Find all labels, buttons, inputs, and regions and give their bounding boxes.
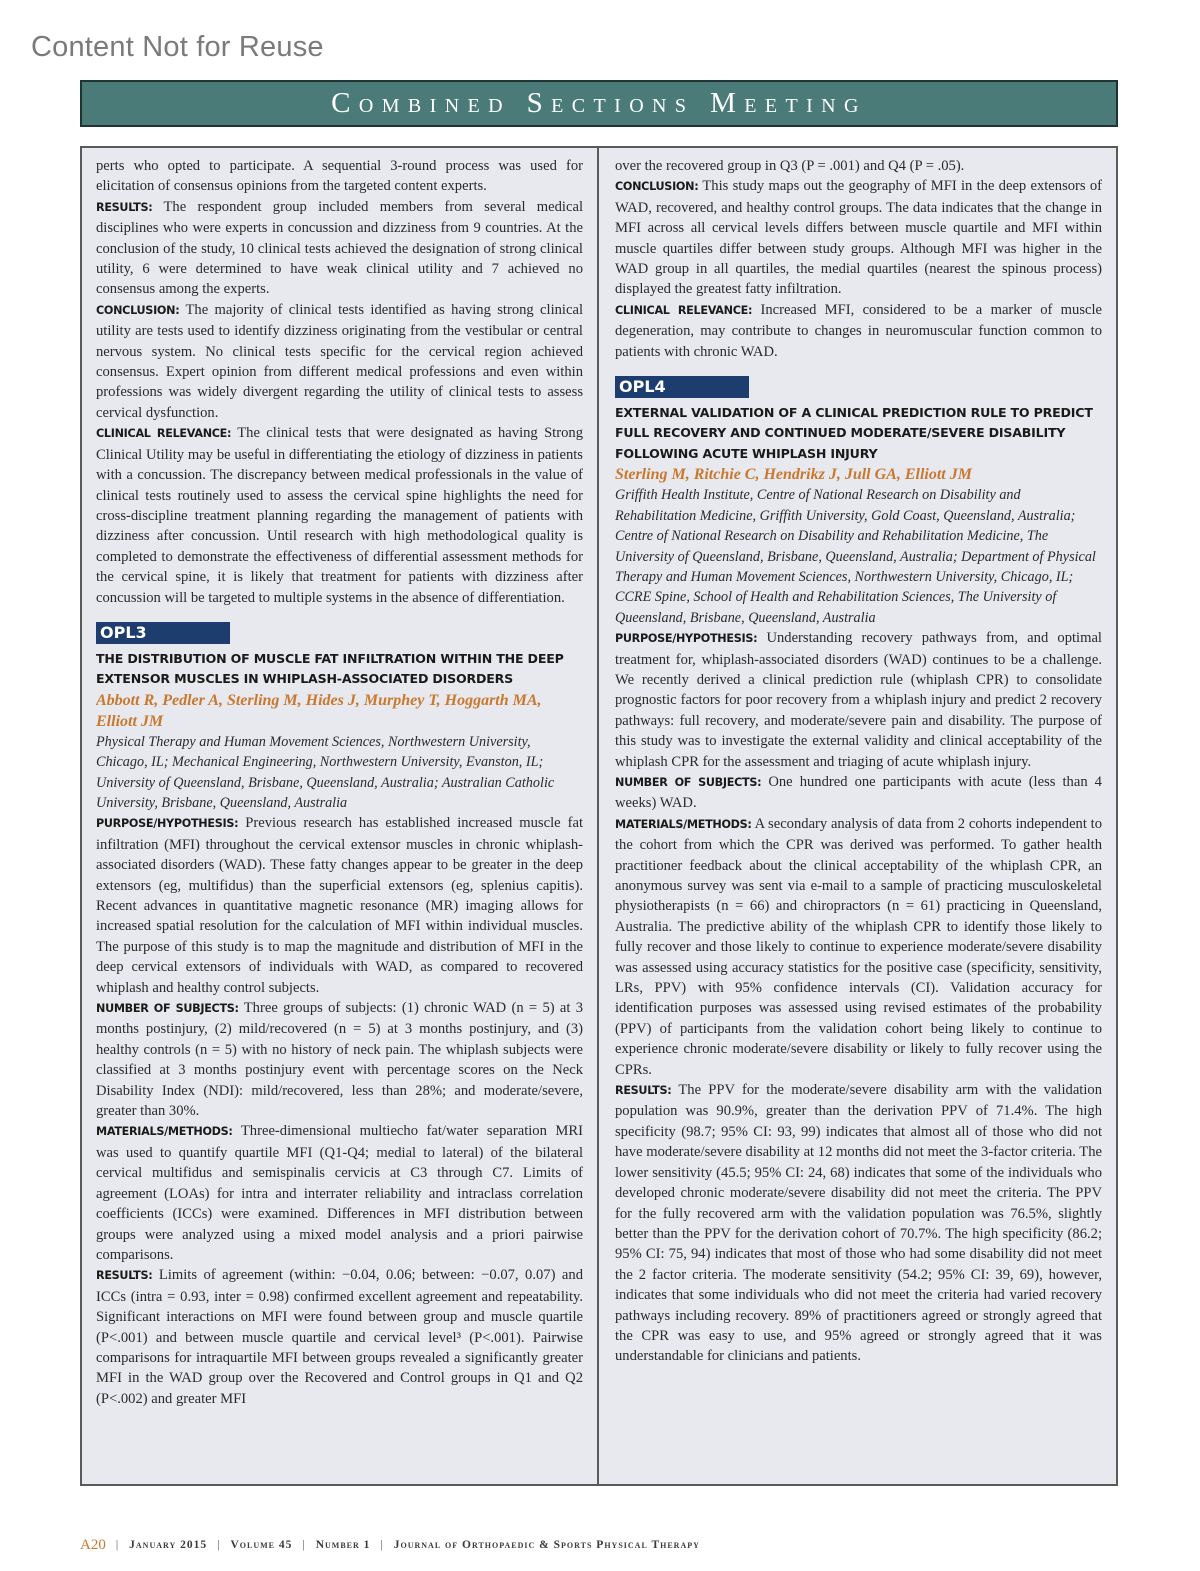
page-number: A20 — [80, 1536, 106, 1553]
column-divider — [597, 146, 599, 1486]
conclusion-paragraph: CONCLUSION: This study maps out the geography of MFI in the deep extensors of WAD, recovered, and healthy control groups. The data indicates that the change in MFI across all cervical levels differs between muscle quartile and MFI within muscle quartiles differ between study groups. Although MFI was higher in the WAD group in all quartiles, the medial quartiles (nearest the spinous process) displayed the greatest fatty infiltration. — [615, 178, 1102, 298]
results-paragraph: RESULTS: The respondent group included members from several medical disciplines who were experts in concussion and dizziness from 9 countries. At the conclusion of the study, 10 clinical tests achieved the designation of strong clinical utility, 6 were determined to have weak clinical utility and 7 achieved no consensus among the experts. — [96, 198, 583, 298]
subjects-paragraph: NUMBER OF SUBJECTS: One hundred one participants with acute (less than 4 weeks) WAD. — [615, 773, 1102, 812]
clinical-relevance-heading: CLINICAL RELEVANCE: — [96, 427, 232, 441]
clinical-relevance-heading: CLINICAL RELEVANCE: — [615, 303, 753, 317]
issue-date: January 2015 — [129, 1539, 208, 1551]
results-paragraph: RESULTS: Limits of agreement (within: −0.04, 0.06; between: −0.07, 0.07) and ICCs (intra = 0.93, inter = 0.98) confirmed excellent agreement and repeatability. Significant interactions on MFI were found between group and muscle quartile (P<.001) and between muscle quartile and cervical level³ (P<.001). Pairwise comparisons for intraquartile MFI between groups revealed a significantly greater MFI in the WAD group over the Recovered and Control groups in Q1 and Q2 (P<.002) and greater MFI — [96, 1267, 583, 1407]
page-footer — [80, 1535, 700, 1555]
purpose-heading: PURPOSE/HYPOTHESIS: — [615, 632, 758, 646]
footer-separator: | — [217, 1539, 221, 1551]
purpose-paragraph: PURPOSE/HYPOTHESIS: Understanding recovery pathways from, and optimal treatment for, whiplash-associated disorders (WAD) continues to be a challenge. We recently derived a clinical prediction rule (whiplash CPR) to consolidate prognostic factors for poor recovery from a whiplash injury and predict 2 recovery pathways: full recovery, and moderate/severe pain and disability. The purpose of this study was to investigate the external validity and clinical acceptability of the whiplash CPR for the assessment and triaging of acute whiplash injury. — [615, 630, 1102, 770]
issue-number: Number 1 — [315, 1539, 371, 1551]
results-heading: RESULTS: — [615, 1084, 672, 1098]
footer-separator: | — [380, 1539, 384, 1551]
abstract-affiliation: Physical Therapy and Human Movement Sciences, Northwestern University, Chicago, IL; Mechanical Engineering, Northwestern University, Evanston, IL; University of Queensland, Brisbane, Queensland, Australia; Australian Catholic University, Brisbane, Queensland, Australia — [96, 733, 555, 811]
results-heading: RESULTS: — [96, 1269, 153, 1283]
purpose-heading: PURPOSE/HYPOTHESIS: — [96, 817, 239, 831]
conclusion-heading: CONCLUSION: — [615, 180, 699, 194]
abstract-title: THE DISTRIBUTION OF MUSCLE FAT INFILTRATION WITHIN THE DEEP EXTENSOR MUSCLES IN WHIPLASH-ASSOCIATED DISORDERS — [96, 650, 564, 687]
results-heading: RESULTS: — [96, 200, 153, 214]
right-column — [615, 156, 1102, 1476]
section-banner: Combined Sections Meeting — [80, 80, 1118, 127]
abstract-tag-opl4: OPL4 — [615, 376, 749, 398]
left-column — [96, 156, 583, 1476]
subjects-heading: NUMBER OF SUBJECTS: — [96, 1002, 239, 1016]
abstract-tag-opl3: OPL3 — [96, 622, 230, 644]
methods-paragraph: MATERIALS/METHODS: Three-dimensional multiecho fat/water separation MRI was used to quantify quartile MFI (Q1-Q4; medial to lateral) of the bilateral cervical multifidus and semispinalis cervicis at C3 through C7. Limits of agreement (LOAs) for intra and interrater reliability and intraclass correlation coefficients (ICCs) were examined. Differences in MFI distribution between groups were analyzed using a mixed model analysis and a priori pairwise comparisons. — [96, 1123, 583, 1263]
purpose-paragraph: PURPOSE/HYPOTHESIS: Previous research has established increased muscle fat infiltration (MFI) throughout the cervical extensor muscles in chronic whiplash-associated disorders (WAD). These fatty changes appear to be greater in the deep extensors (eg, multifidus) than the superficial extensors (eg, splenius capitis). Recent advances in quantitative magnetic resonance (MR) imaging allows for increased spatial resolution for the calculation of MFI within individual muscles. The purpose of this study is to map the magnitude and distribution of MFI in the deep cervical extensors of individuals with WAD, as compared to recovered whiplash and healthy control subjects. — [96, 815, 583, 996]
abstract-authors: Abbott R, Pedler A, Sterling M, Hides J, Murphey T, Hoggarth MA, Elliott JM — [96, 691, 542, 730]
journal-name: Journal of Orthopaedic & Sports Physical Therapy — [393, 1539, 700, 1551]
methods-paragraph: MATERIALS/METHODS: A secondary analysis of data from 2 cohorts independent to the cohort from which the CPR was derived was performed. To gather health practitioner feedback about the clinical acceptability of the whiplash CPR, an anonymous survey was sent via e-mail to a sample of practicing musculoskeletal physiotherapists (n = 66) and chiropractors (n = 61) practicing in Queensland, Australia. The predictive ability of the whiplash CPR to identify those likely to fully recover and those likely to continue to experience moderate/severe disability was assessed using accuracy statistics for the positive case (specificity, sensitivity, LRs, PPV) with 95% confidence intervals (CI). Validation accuracy for identification purposes was assessed using revised estimates of the probability (PPV) of participants from the validation cohort being likely to continue to experience chronic moderate/severe disability or likely to fully recover using the CPRs. — [615, 815, 1102, 1078]
conclusion-heading: CONCLUSION: — [96, 303, 180, 317]
clinical-relevance-paragraph: CLINICAL RELEVANCE: Increased MFI, considered to be a marker of muscle degeneration, may contribute to changes in neuromuscular function common to patients with chronic WAD. — [615, 301, 1102, 360]
subjects-paragraph: NUMBER OF SUBJECTS: Three groups of subjects: (1) chronic WAD (n = 5) at 3 months postinjury, (2) mild/recovered (n = 5) at 3 months postinjury, and (3) healthy controls (n = 5) with no history of neck pain. The whiplash subjects were classified at 3 months postinjury event with percentage scores on the Neck Disability Index (NDI): mild/recovered, less than 28%; and moderate/severe, greater than 30%. — [96, 1000, 583, 1120]
results-paragraph: RESULTS: The PPV for the moderate/severe disability arm with the validation population was 90.9%, greater than the derivation PPV of 71.4%. The high specificity (98.7; 95% CI: 93, 99) indicates that almost all of those who did not have moderate/severe disability at 12 months did not meet the 3-factor criteria. The lower sensitivity (45.5; 95% CI: 24, 68) indicates that some of the individuals who developed chronic moderate/severe disability did not meet the criteria. The PPV for the fully recovered arm with the validation population was 76.5%, slightly better than the PPV for the derivation cohort of 70.7%. The high specificity (86.2; 95% CI: 75, 94) indicates that most of those who had some disability did not meet the 2 factor criteria. The moderate sensitivity (54.2; 95% CI: 39, 69), however, indicates that some individuals who did not meet the criteria had varied recovery pathways including recovery. 89% of practitioners agreed or strongly agreed that the CPR was easy to use, and 95% agreed or strongly agreed that it was understandable for clinicians and patients. — [615, 1082, 1102, 1365]
subjects-heading: NUMBER OF SUBJECTS: — [615, 775, 762, 789]
intro-paragraph: over the recovered group in Q3 (P = .001) and Q4 (P = .05). — [615, 158, 965, 174]
abstract-authors: Sterling M, Ritchie C, Hendrikz J, Jull GA, Elliott JM — [615, 466, 972, 484]
volume: Volume 45 — [230, 1539, 293, 1551]
footer-separator: | — [302, 1539, 306, 1551]
intro-paragraph: perts who opted to participate. A sequential 3-round process was used for elicitation of consensus opinions from the targeted content experts. — [96, 158, 583, 195]
conclusion-paragraph: CONCLUSION: The majority of clinical tests identified as having strong clinical utility are tests used to identify dizziness originating from the vestibular or central nervous system. No clinical tests specific for the cervical region achieved consensus. Expert opinion from different medical professions and even within professions was widely divergent regarding the utility of clinical tests to assess cervical dysfunction. — [96, 301, 583, 421]
watermark: Content Not for Reuse — [31, 31, 324, 63]
footer-separator: | — [115, 1539, 120, 1551]
clinical-relevance-paragraph: CLINICAL RELEVANCE: The clinical tests that were designated as having Strong Clinical Utility may be useful in differentiating the etiology of dizziness in patients with a concussion. The discrepancy between medical professionals in the value of clinical tests routinely used to assess the cervical spine highlights the need for cross-discipline treatment planning regarding the management of patients with dizziness after concussion. Until research with high methodological quality is completed to demonstrate the effectiveness of differential assessment methods for the cervical spine, it is likely that treatment for patients with dizziness after concussion will be targeted to multiple systems in the absence of differentiation. — [96, 425, 583, 606]
abstract-title: EXTERNAL VALIDATION OF A CLINICAL PREDICTION RULE TO PREDICT FULL RECOVERY AND CONTINUED MODERATE/SEVERE DISABILITY FOLLOWING ACUTE WHIPLASH INJURY — [615, 405, 1093, 461]
abstract-affiliation: Griffith Health Institute, Centre of National Research on Disability and Rehabilitation Medicine, Griffith University, Gold Coast, Queensland, Australia; Centre of National Research on Disability and Rehabilitation Medicine, The University of Queensland, Brisbane, Queensland, Australia; Department of Physical Therapy and Human Movement Sciences, Northwestern University, Chicago, IL; CCRE Spine, School of Health and Rehabilitation Sciences, The University of Queensland, Brisbane, Queensland, Australia — [615, 487, 1096, 626]
methods-heading: MATERIALS/METHODS: — [615, 817, 752, 831]
methods-heading: MATERIALS/METHODS: — [96, 1125, 233, 1139]
